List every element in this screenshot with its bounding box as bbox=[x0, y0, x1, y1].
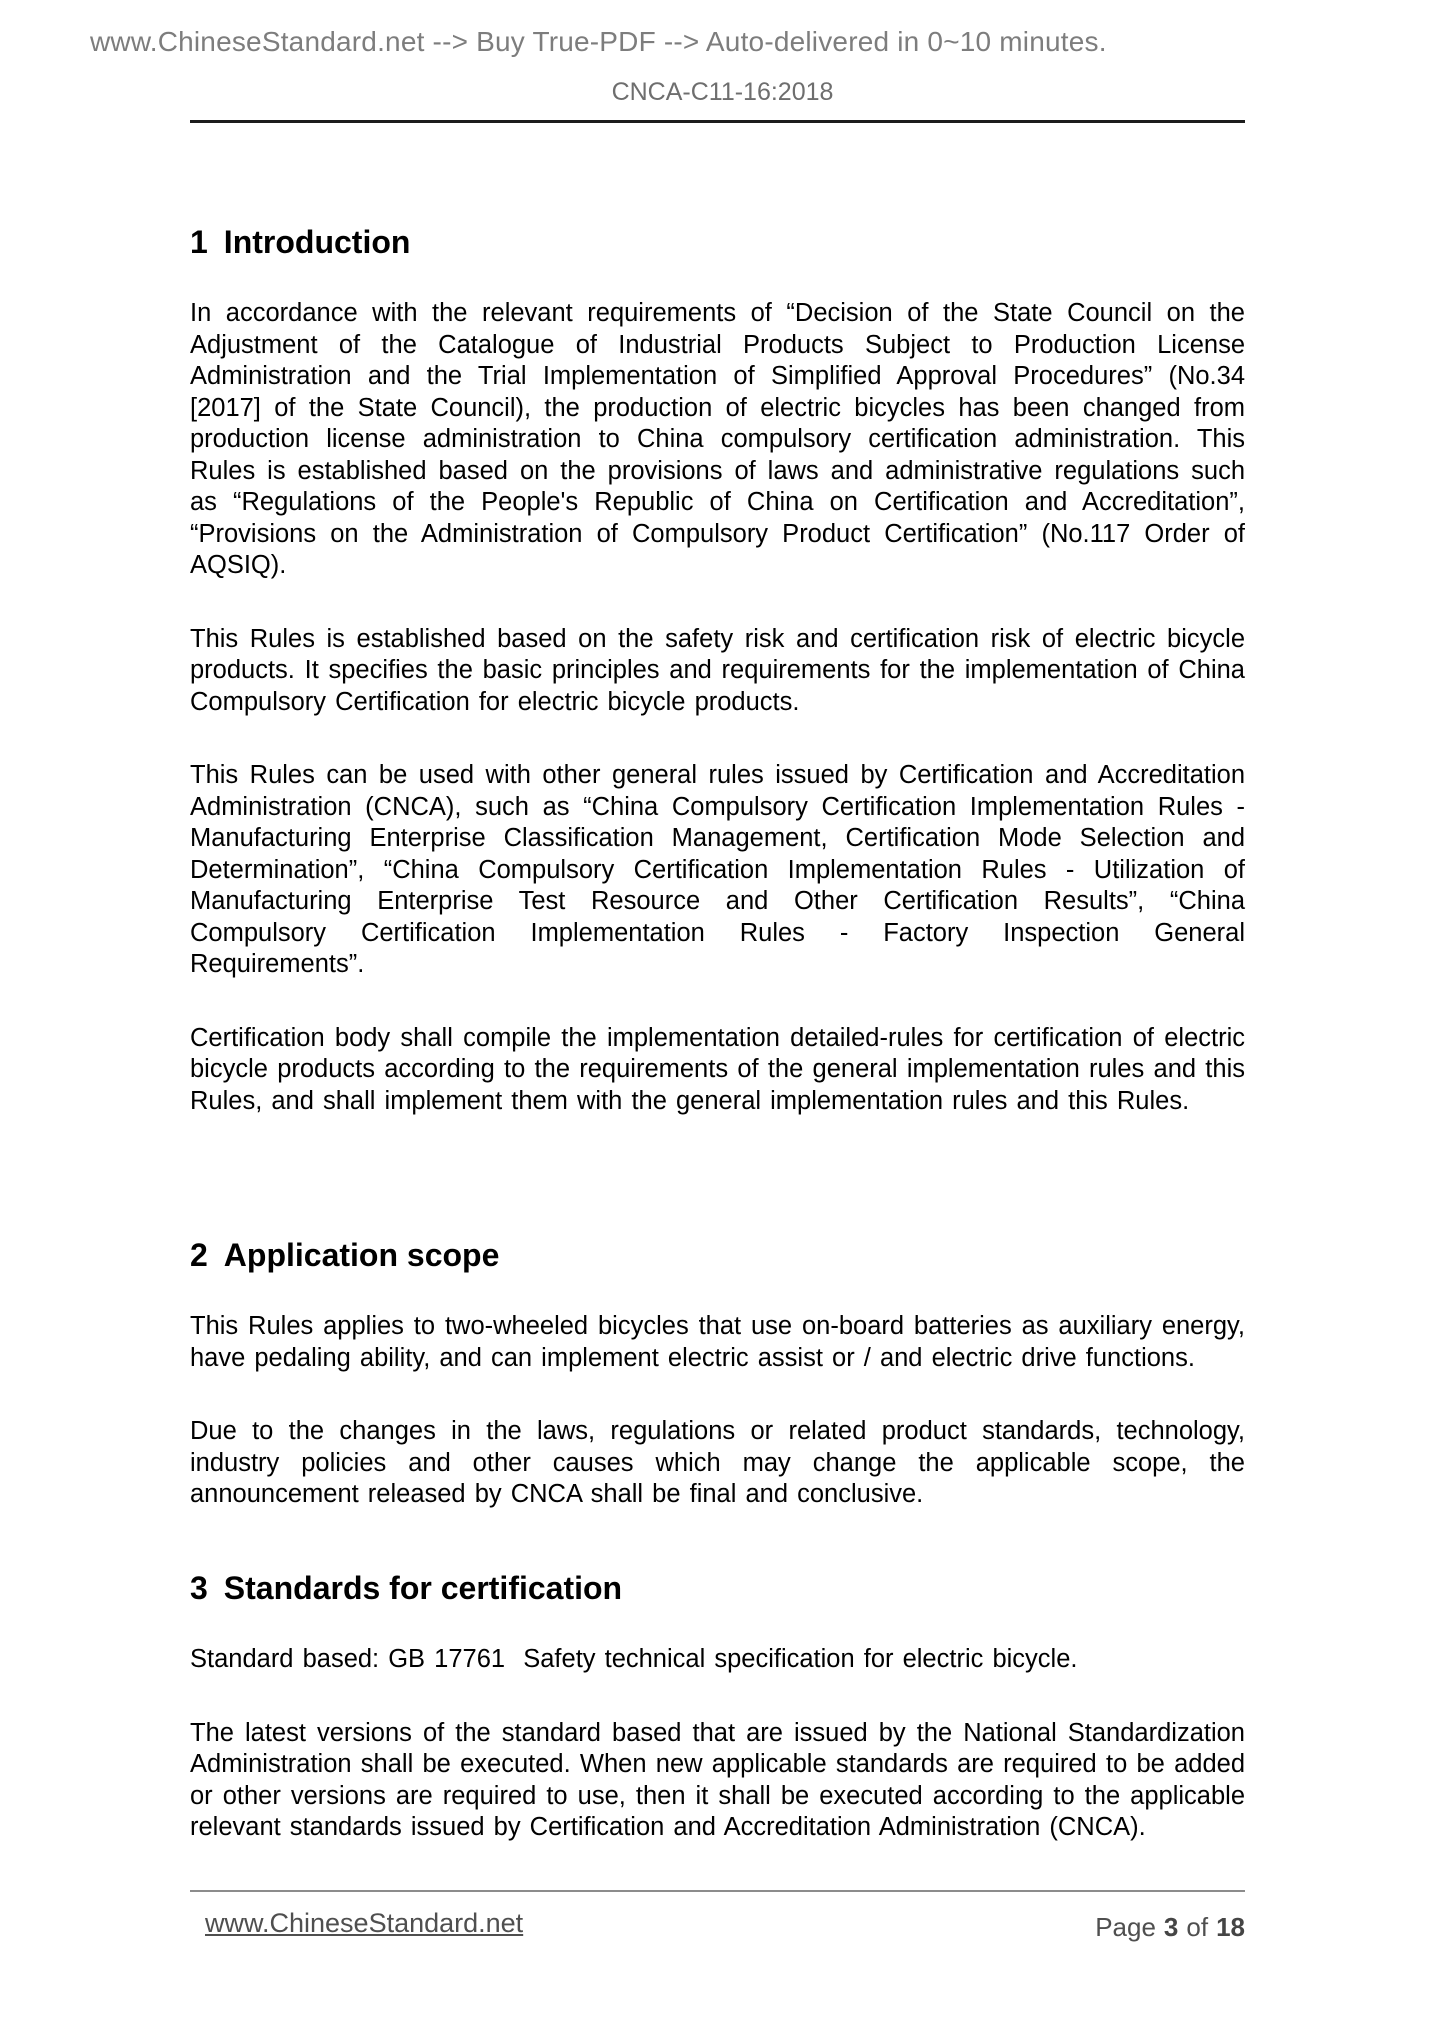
section-introduction bbox=[190, 222, 1245, 1117]
footer-rule bbox=[190, 1890, 1245, 1892]
doc-code: CNCA-C11-16:2018 bbox=[611, 78, 834, 106]
of-word: of bbox=[1186, 1912, 1209, 1942]
section-number: 3 bbox=[190, 1570, 208, 1606]
section-heading bbox=[190, 1235, 1245, 1275]
paragraph: This Rules applies to two-wheeled bicycles that use on-board batteries as auxiliary energy, have pedaling ability, and can implement electric assist or / and electric drive functions. bbox=[190, 1312, 1245, 1372]
section-number: 2 bbox=[190, 1237, 208, 1273]
page-word: Page bbox=[1095, 1912, 1156, 1942]
promo-banner: www.ChineseStandard.net --> Buy True-PDF --> Auto-delivered in 0~10 minutes. bbox=[90, 26, 1107, 57]
section-application-scope bbox=[190, 1235, 1245, 1511]
section-number: 1 bbox=[190, 224, 208, 260]
section-heading bbox=[190, 222, 1245, 262]
section-heading bbox=[190, 1568, 1245, 1608]
page-number: 3 bbox=[1163, 1912, 1179, 1942]
section-title: Application scope bbox=[223, 1237, 500, 1273]
page-total: 18 bbox=[1216, 1912, 1245, 1942]
section-standards-for-certification bbox=[190, 1568, 1245, 1844]
footer-site-link[interactable]: www.ChineseStandard.net bbox=[205, 1908, 524, 1938]
paragraph: This Rules is established based on the safety risk and certification risk of electric bicycle products. It specifies the basic principles and requirements for the implementation of China Compulsory Certification for electric bicycle products. bbox=[190, 624, 1245, 716]
section-title: Introduction bbox=[223, 224, 411, 260]
paragraph: In accordance with the relevant requirements of “Decision of the State Council on the Adjustment of the Catalogue of Industrial Products Subject to Production License Administration and the Trial Implementation of Simplified Approval Procedures” (No.34 [2017] of the State Council), the production of electric bicycles has been changed from production license administration to China compulsory certification administration. This Rules is established based on the provisions of laws and administrative regulations such as “Regulations of the People's Republic of China on Certification and Accreditation”, “Provisions on the Administration of Compulsory Product Certification” (No.117 Order of AQSIQ). bbox=[190, 299, 1245, 579]
section-title: Standards for certification bbox=[223, 1570, 623, 1606]
header-rule bbox=[190, 120, 1245, 123]
paragraph: This Rules can be used with other general rules issued by Certification and Accreditation Administration (CNCA), such as “China Compulsory Certification Implementation Rules - Manufacturing Enterprise Classification Management, Certification Mode Selection and Determination”, “China Compulsory Certification Implementation Rules - Utilization of Manufacturing Enterprise Test Resource and Other Certification Results”, “China Compulsory Certification Implementation Rules - Factory Inspection General Requirements”. bbox=[190, 761, 1245, 978]
page-indicator bbox=[1095, 1912, 1245, 1943]
paragraph: Standard based: GB 17761 Safety technical specification for electric bicycle. bbox=[190, 1645, 1078, 1673]
paragraph: The latest versions of the standard based that are issued by the National Standardization Administration shall be executed. When new applicable standards are required to be added or other versions are required to use, then it shall be executed according to the applicable relevant standards issued by Certification and Accreditation Administration (CNCA). bbox=[190, 1718, 1245, 1841]
paragraph: Due to the changes in the laws, regulations or related product standards, technology, industry policies and other causes which may change the applicable scope, the announcement released by CNCA shall be final and conclusive. bbox=[190, 1417, 1245, 1508]
paragraph: Certification body shall compile the implementation detailed-rules for certification of electric bicycle products according to the requirements of the general implementation rules and this Rules, and shall implement them with the general implementation rules and this Rules. bbox=[190, 1023, 1245, 1115]
